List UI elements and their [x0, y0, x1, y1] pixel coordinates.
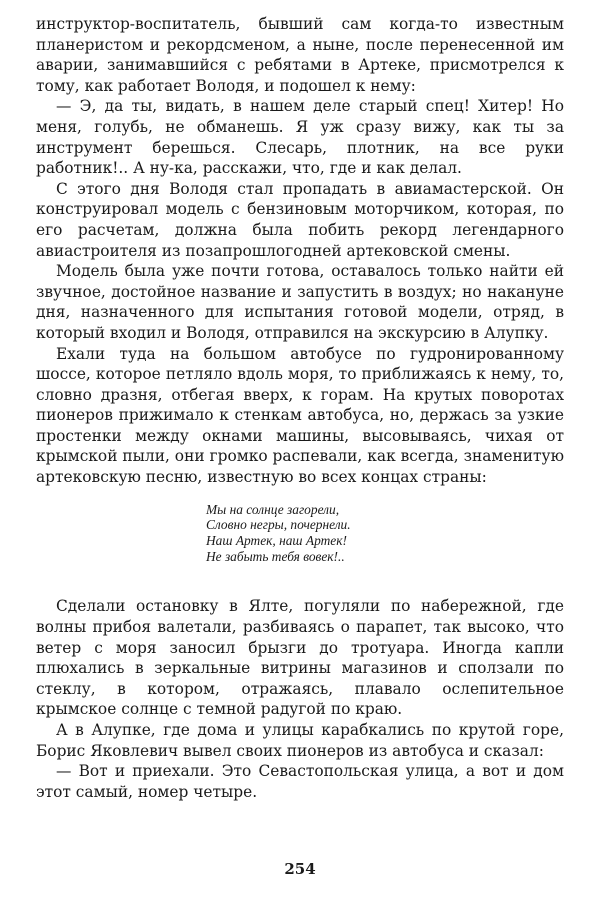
paragraph-5: Ехали туда на большом автобусе по гудронированному шоссе, которое петляло вдоль моря, то приближаясь к нему, то, словно дразня, отбегая вверх, к горам. На крутых поворотах пионеров прижимало к стенкам автобуса, но, держась за узкие простенки между окнами машины, высовываясь, чихая от крымской пыли, они громко распевали, как всегда, знаменитую артековскую песню, известную во всех концах страны:	[36, 344, 564, 487]
page-body	[36, 14, 564, 802]
song-line-1: Мы на солнце загорели,	[206, 501, 340, 517]
paragraph-4: Модель была уже почти готова, оставалось только найти ей звучное, достойное название и запустить в воздух; но накануне дня, назначенного для испытания готовой модели, отряд, в который входил и Володя, отправился на экскурсию в Алупку.	[36, 262, 564, 342]
paragraph-3: С этого дня Володя стал пропадать в авиамастерской. Он конструировал модель с бензиновым моторчиком, которая, по его расчетам, должна была побить рекорд легендарного авиастроителя из позапрошлогодней артековской смены.	[36, 179, 564, 260]
paragraph-7: А в Алупке, где дома и улицы карабкались по крутой горе, Борис Яковлевич вывел своих пионеров из автобуса и сказал:	[36, 721, 564, 760]
paragraph-1: инструктор-воспитатель, бывший сам когда-то известным планеристом и рекордсменом, а ныне, после перенесенной им аварии, занимавшийся с ребятами в Артеке, присмотрелся к тому, как работает Володя, и подошел к нему:	[36, 15, 564, 95]
song-line-4: Не забыть тебя вовек!..	[206, 548, 345, 564]
paragraph-6: Сделали остановку в Ялте, погуляли по набережной, где волны прибоя валетали, разбиваясь о парапет, так высоко, что ветер с моря заносил брызги до тротуара. Иногда капли плюхались в зеркальные витрины магазинов и сползали по стеклу, в котором, отражаясь, плавало ослепительное крымское солнце с темной радугой по краю.	[36, 597, 564, 719]
song-line-3: Наш Артек, наш Артек!	[206, 533, 347, 549]
paragraph-2: — Э, да ты, видать, в нашем деле старый спец! Хитер! Но меня, голубь, не обманешь. Я уж сразу вижу, как ты за инструмент берешься. Слесарь, плотник, на все руки работник!.. А ну-ка, расскажи, что, где и как делал.	[36, 97, 564, 178]
song-line-2: Словно негры, почернели.	[206, 517, 351, 533]
paragraph-8: — Вот и приехали. Это Севастопольская улица, а вот и дом этот самый, номер четыре.	[36, 762, 564, 801]
song-verse	[206, 502, 564, 565]
page-number: 254	[284, 860, 316, 878]
